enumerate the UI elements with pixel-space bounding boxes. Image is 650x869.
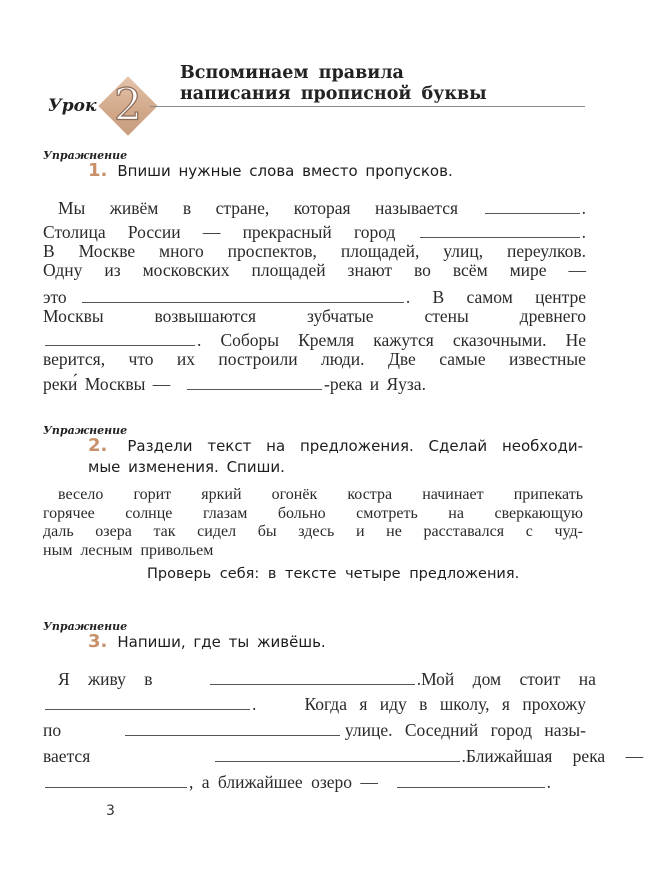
exercise-number: 1.	[88, 160, 108, 181]
word: много	[159, 241, 204, 261]
word: Москве	[78, 241, 136, 261]
text: Когда я иду в школу, я прохожу	[304, 694, 586, 714]
word: возвышаются	[154, 306, 257, 326]
exercise-label: Упражнение	[43, 620, 128, 633]
task-text: мые изменения. Спиши.	[88, 458, 285, 476]
word: Соборы	[220, 330, 280, 350]
word: -река и Яуза.	[324, 374, 426, 394]
exercise-1-task	[88, 161, 453, 181]
header-divider	[150, 106, 585, 107]
punct: .	[405, 287, 411, 307]
word: самом	[466, 287, 513, 307]
exercise-label: Упражнение	[43, 424, 128, 437]
blank-wrap	[43, 719, 342, 741]
word: в	[182, 198, 192, 218]
word: построили	[218, 349, 298, 369]
lesson-number-badge	[98, 76, 158, 136]
answer-blank[interactable]	[82, 301, 404, 303]
word: которая	[293, 198, 351, 218]
word: древнего	[519, 306, 586, 326]
answer-blank[interactable]	[485, 212, 580, 214]
word: Москвы	[43, 306, 104, 326]
word: улиц,	[443, 241, 484, 261]
ex1-line-6	[43, 305, 586, 327]
exercise-label: Упражнение	[43, 149, 128, 162]
word: В	[432, 287, 445, 307]
exercise-number: 3.	[88, 631, 108, 652]
word: московских	[142, 260, 230, 280]
blank-wrap	[43, 745, 466, 767]
word: знают	[347, 260, 393, 280]
word: их	[176, 349, 196, 369]
word: площадей	[251, 260, 326, 280]
answer-blank[interactable]	[125, 734, 340, 736]
text-line: весело горит яркий огонёк костра начинает припекать	[58, 486, 583, 503]
word: проспектов,	[227, 241, 317, 261]
ex3-line-4	[43, 745, 644, 767]
task-text: Напиши, где ты живёшь.	[117, 633, 326, 651]
exercise-2-task	[88, 436, 588, 477]
text-line: горячее солнце глазам больно смотреть на сверкающую	[43, 504, 583, 522]
self-check-note: Проверь себя: в тексте четыре предложения.	[147, 566, 520, 582]
punct: .	[197, 330, 202, 350]
word: самые	[439, 349, 486, 369]
text-line: даль озера так сидел бы здесь и не расставался с чуд-	[43, 523, 583, 540]
answer-blank[interactable]	[45, 344, 195, 346]
word: город	[353, 222, 396, 242]
word: реки́ Москвы —	[43, 374, 171, 394]
task-text: Впиши нужные слова вместо пропусков.	[117, 162, 453, 180]
word: стране,	[215, 198, 270, 218]
answer-blank[interactable]	[397, 786, 545, 788]
text: Мой дом стоит на	[421, 669, 596, 689]
text: Ближайшая река —	[465, 746, 644, 766]
blank-wrap	[58, 668, 421, 690]
word: живём	[109, 198, 159, 218]
word: площадей,	[340, 241, 420, 261]
word: что	[128, 349, 154, 369]
word: Столица	[43, 222, 106, 242]
word: Кремля	[298, 330, 355, 350]
blank-wrap	[43, 693, 256, 715]
answer-blank[interactable]	[187, 388, 322, 390]
word: мире	[509, 260, 547, 280]
word: зубчатые	[306, 306, 374, 326]
lesson-title	[180, 63, 487, 105]
word: Не	[565, 330, 586, 350]
answer-blank[interactable]	[45, 708, 250, 710]
word: Я живу в	[58, 669, 153, 689]
word: известные	[509, 349, 586, 369]
ex1-line-8	[43, 348, 586, 370]
word: верится,	[43, 349, 106, 369]
answer-blank[interactable]	[420, 236, 580, 238]
task-line-1	[88, 436, 583, 456]
blank-wrap	[483, 197, 586, 219]
title-line-2: написания прописной буквы	[180, 84, 487, 104]
text-line: ным лесным привольем	[43, 541, 214, 559]
word: из	[104, 260, 121, 280]
ex3-line-3	[43, 719, 586, 741]
task-text: Раздели текст на предложения. Сделай необходи-	[127, 437, 583, 455]
word: Одну	[43, 260, 83, 280]
word: по	[43, 720, 62, 740]
word: —	[568, 260, 586, 280]
punct: .	[252, 694, 257, 714]
lesson-number: 2	[114, 80, 142, 131]
word: люди.	[320, 349, 365, 369]
ex3-line-2	[43, 693, 586, 715]
word: вается	[43, 746, 91, 766]
exercise-2-text	[43, 486, 583, 560]
word: В	[43, 241, 55, 261]
word: это	[43, 287, 67, 307]
lesson-label: Урок	[48, 96, 97, 116]
word: прекрасный	[242, 222, 332, 242]
word: стены	[424, 306, 469, 326]
punct: .	[416, 669, 422, 689]
answer-blank[interactable]	[210, 683, 415, 685]
punct: .	[546, 772, 551, 792]
answer-blank[interactable]	[45, 786, 187, 788]
word: сказочными.	[452, 330, 547, 350]
text: , а ближайшее озеро —	[189, 772, 378, 792]
exercise-number: 2.	[88, 435, 108, 456]
ex1-line-9	[43, 373, 426, 395]
word: во	[414, 260, 431, 280]
ex3-line-1	[58, 668, 596, 690]
page-number: 3	[106, 803, 115, 819]
word: всём	[452, 260, 488, 280]
word: Мы	[58, 198, 86, 218]
word: Две	[387, 349, 416, 369]
title-line-1: Вспоминаем правила	[180, 63, 404, 83]
word: —	[202, 222, 221, 242]
word: называется	[375, 198, 459, 218]
word: переулков.	[507, 241, 586, 261]
ex3-line-5	[43, 771, 551, 793]
answer-blank[interactable]	[215, 760, 460, 762]
word: России	[127, 222, 181, 242]
exercise-3-task	[88, 632, 326, 652]
text: улице. Соседний город назы-	[344, 720, 586, 740]
punct: .	[581, 198, 586, 218]
ex1-line-1	[58, 197, 586, 219]
ex1-line-4	[43, 259, 586, 281]
punct: .	[461, 746, 466, 766]
punct: .	[581, 222, 586, 242]
word: кажутся	[373, 330, 434, 350]
word: центре	[535, 287, 586, 307]
